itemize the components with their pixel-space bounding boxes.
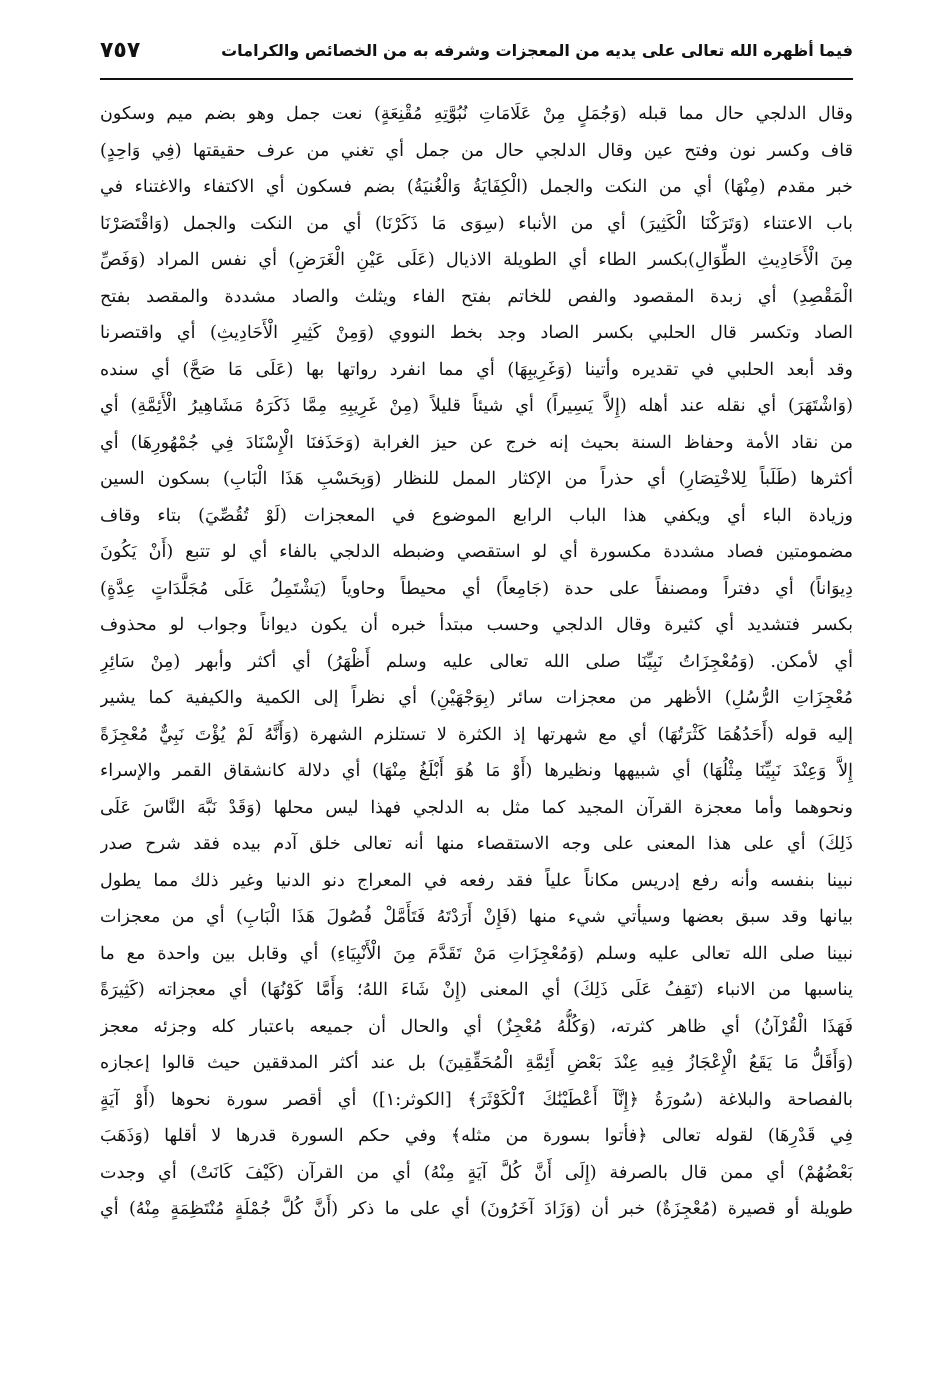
- text-line: بالفصاحة والبلاغة (سُورَةُ ﴿إِنَّآ أَعْطَيْنَٰكَ ٱلْكَوْثَرَ﴾ [الكوثر:١]) أي أقصر سورة نحوها (أَوْ آيَةٍ: [100, 1089, 853, 1110]
- text-line: وقال الدلجي حال مما قبله (وَجُمَلٍ مِنْ عَلَامَاتِ نُبُوَّتِهِ مُقْنِعَةٍ) نعت جمل وهو بضم ميم وسكون: [100, 104, 853, 124]
- body-text: [100, 96, 853, 1228]
- text-line: أكثرها (طَلَباً لِلاخْتِصَارِ) أي حذراً من الإكثار الممل للنظار (وَبِحَسْبِ هَذَا الْبَابِ) بسكون السين: [100, 469, 853, 489]
- text-line: دِيوَاناً) أي دفتراً ومصنفاً على حدة (جَامِعاً) أي محيطاً وحاوياً (يَشْتَمِلُ عَلَى مُجَلَّدَاتٍ عِدَّةٍ): [100, 578, 853, 599]
- running-head: فيما أظهره الله تعالى على يديه من المعجزات وشرفه به من الخصائص والكرامات: [221, 40, 853, 60]
- text-line: (وَأَقَلُّ مَا يَقَعُ الْإِعْجَازُ فِيهِ عِنْدَ بَعْضِ أَئِمَّةِ الْمُحَقِّقِينَ) بل عند أكثر المدققين حيث قالوا إعجازه: [100, 1053, 853, 1073]
- text-line: فَهَذَا الْقُرْآنُ) أي ظاهر كثرته، (وَكُلُّهُ مُعْجِزٌ) أي والحال أن جميعه باعتبار كله وجزئه معجز: [100, 1016, 853, 1037]
- text-line: فِي قَدْرِهَا) لقوله تعالى ﴿فأتوا بسورة من مثله﴾ وفي حكم السورة قدرها لا أقلها (وَذَهَبَ: [100, 1126, 853, 1146]
- text-line: نبينا صلى الله تعالى عليه وسلم (وَمُعْجِزَاتِ مَنْ تَقَدَّمَ مِنَ الْأَنْبِيَاءِ) أي وقابل بين واحدة مع ما: [100, 943, 853, 964]
- text-line: نبينا بنفسه وأنه رفع إدريس مكاناً علياً فقد رفعه في المعراج دنو الدنيا وغير ذلك مما يطول: [100, 870, 853, 891]
- text-line: بَعْضُهُمْ) أي ممن قال بالصرفة (إِلَى أَنَّ كُلَّ آيَةٍ مِنْهُ) أي من القرآن (كَيْفَ كَانَتْ) أي وجدت: [100, 1162, 853, 1183]
- text-line: مضمومتين فصاد مشددة مكسورة أي لو استقصي وضبطه الدلجي بالفاء أي لو تتبع (أَنْ يَكُونَ: [100, 542, 853, 562]
- text-line: قاف وكسر نون وفتح عين وقال الدلجي حال من جمل أي تغني من عرف حقيقتها (فِي وَاحِدٍ): [100, 140, 853, 161]
- page-number: ٧٥٧: [100, 37, 141, 63]
- text-line: خبر مقدم (مِنْهَا) أي من النكت والجمل (الْكِفَايَةُ وَالْغُنيَةُ) بضم فسكون أي الاكتفاء والاغتناء في: [100, 177, 853, 197]
- text-line: الْمَقْصِدِ) أي زبدة المقصود والفص للخاتم بفتح الفاء ويثلث والصاد مشددة والمقصد بفتح: [100, 286, 853, 307]
- text-line: الصاد وتكسر قال الحلبي بكسر الصاد وجد بخط النووي (وَمِنْ كَثِيرِ الْأَحَادِيثِ) أي واقتصرنا: [100, 323, 853, 343]
- text-line: بكسر فتشديد أي كثيرة وقال الدلجي وحسب مبتدأ خبره أن يكون ديواناً وجواب لو محذوف: [100, 615, 853, 635]
- text-line: مُعْجِزَاتِ الرُّسُلِ) الأظهر من معجزات سائر (بِوَجْهَيْنِ) أي نظراً إلى الكمية والكيفية كما يشير: [100, 688, 853, 708]
- text-line: (وَاشْتَهَرَ) أي نقله عند أهله (إِلاَّ يَسِيراً) أي شيئاً قليلاً (مِنْ غَرِيبِهِ مِمَّا ذَكَرَهُ مَشَاهِيرُ الْأَئِمَّةِ) أي: [100, 396, 853, 416]
- text-line: ونحوهما وأما معجزة القرآن المجيد كما مثل به الدلجي فهذا ليس محلها (وَقَدْ نَبَّهَ النَّاسَ عَلَى: [100, 797, 853, 818]
- text-line: باب الاعتناء (وَتَرَكْنَا الْكَثِيرَ) أي من الأنباء (سِوَى مَا ذَكَرْنَا) أي من النكت والجمل (وَاقْتَصَرْنَا: [100, 213, 853, 234]
- text-line: يناسبها من الانباء (تَقِفُ عَلَى ذَلِكَ) أي المعنى (إِنْ شَاءَ اللهُ؛ وَأَمَّا كَوْنُهَا) أي معجزاته (كَثِيرَةً: [100, 980, 853, 1000]
- text-line: طويلة أو قصيرة (مُعْجِزَةٌ) خبر أن (وَزَادَ آخَرُونَ) أي على ما ذكر (أَنَّ كُلَّ جُمْلَةٍ مُنْتَظِمَةٍ مِنْهُ) أي: [100, 1199, 853, 1219]
- text-line: وزيادة الباء أي ويكفي هذا الباب الرابع الموضوع في المعجزات (لَوْ تُقُصِّيَ) بتاء وقاف: [100, 505, 853, 526]
- text-line: ذَلِكَ) أي على هذا المعنى على وجه الاستقصاء منها أنه تعالى خلق آدم بيده فقد شرح صدر: [100, 834, 853, 854]
- text-line: إليه قوله (أَحَدُهُمَا كَثْرَتُهَا) أي مع شهرتها إذ الكثرة لا تستلزم الشهرة (وَأَنَّهُ لَمْ يُؤْتَ نَبِيٌّ مُعْجِزَةً: [100, 724, 853, 745]
- text-line: من نقاد الأمة وحفاظ السنة بحيث إنه خرج عن حيز الغرابة (وَحَذَفنَا الْإِسْنَادَ فِي جُمْهُورِهَا) أي: [100, 432, 853, 453]
- header-divider: [100, 78, 853, 80]
- page-header: [100, 26, 853, 74]
- text-line: وقد أبعد الحلبي في تقديره وأتينا (وَغَرِيبِهَا) أي مما انفرد رواتها بها (عَلَى مَا صَحَّ) أي سنده: [100, 359, 853, 380]
- text-line: بيانها وقد سبق بعضها وسيأتي شيء منها (فَإِنْ أَرَدْتَهُ فَتَأَمَّلْ فُصُولَ هَذَا الْبَابِ) أي من معجزات: [100, 907, 853, 927]
- text-line: أي لأمكن. (وَمُعْجِزَاتُ نَبِيِّنَا صلى الله تعالى عليه وسلم أَظْهَرُ) أي أكثر وأبهر (مِنْ سَائِرِ: [100, 651, 853, 672]
- text-line: إِلاَّ وَعِنْدَ نَبِيِّنَا مِثْلُهَا) أي شبيهها ونظيرها (أَوْ مَا هُوَ أَبْلَغُ مِنْهَا) أي دلالة كانشقاق القمر والإسراء: [100, 761, 853, 781]
- text-line: مِنَ الْأَحَادِيثِ الطِّوَالِ)بكسر الطاء أي الطويلة الاذيال (عَلَى عَيْنِ الْغَرَضِ) أي نفس المراد (وَفَصِّ: [100, 250, 853, 270]
